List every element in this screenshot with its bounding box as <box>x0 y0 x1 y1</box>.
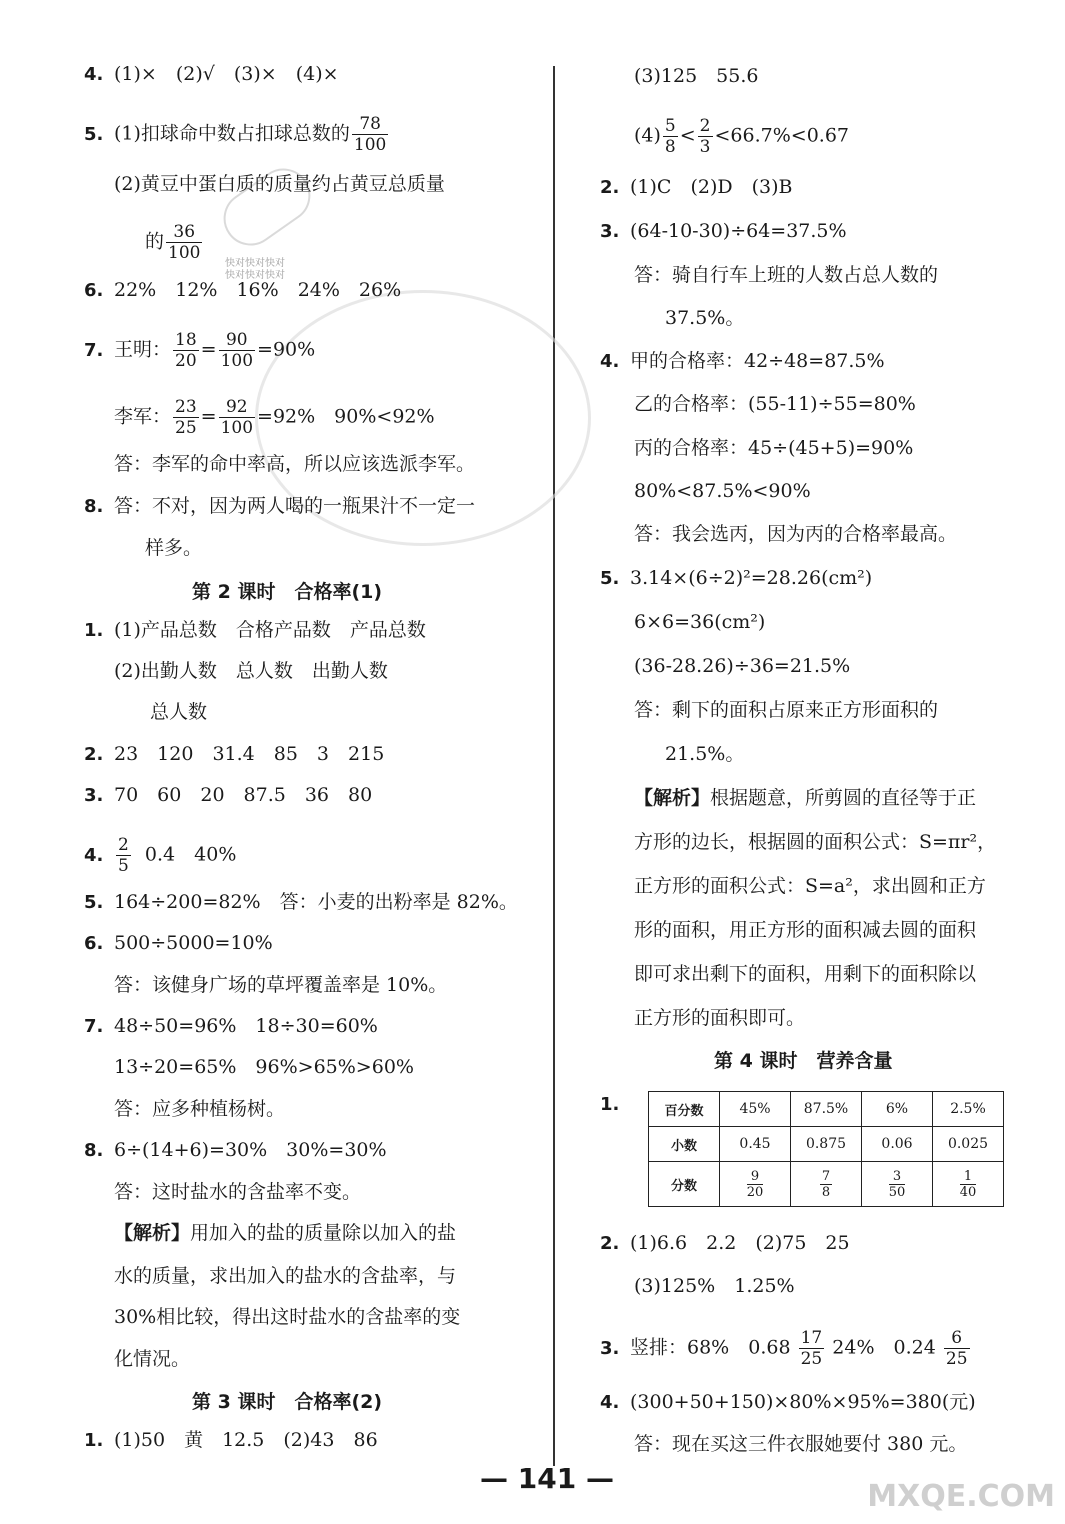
section-heading-2: 第 2 课时 合格率(1) <box>192 581 383 603</box>
r-q5-analysis3: 正方形的面积公式：S=a²，求出圆和正方 <box>634 875 986 897</box>
page-number: — 141 — <box>480 1462 614 1495</box>
q5-line3: 的 $\frac{36}{100}$ <box>145 222 201 263</box>
s2-q6-line2: 答：该健身广场的草坪覆盖率是 10%。 <box>114 974 448 996</box>
r-q5-line2: 6×6=36(cm²) <box>634 611 766 633</box>
r-q5-line4: 答：剩下的面积占原来正方形面积的 <box>634 699 939 721</box>
corner-watermark: MXQE.COM <box>867 1479 1055 1514</box>
r-b-q4-line2: 答：现在买这三件衣服她要付 380 元。 <box>634 1433 968 1455</box>
s2-q5: 5. 164÷200=82% 答：小麦的出粉率是 82%。 <box>84 891 518 913</box>
s2-q1-line1: 1. (1)产品总数 合格产品数 产品总数 <box>84 619 426 641</box>
r-q5-analysis5: 即可求出剩下的面积，用剩下的面积除以 <box>634 963 977 985</box>
q7-wangming: 7. 王明： $\frac{18}{20}$ = $\frac{90}{100}$ =90% <box>84 330 316 371</box>
q5-line1: 5. (1)扣球命中数占扣球总数的 $\frac{78}{100}$ <box>84 114 387 155</box>
s2-q8-line1: 8. 6÷(14+6)=30% 30%=30% <box>84 1139 387 1161</box>
s3-q1: 1. (1)50 黄 12.5 (2)43 86 <box>84 1429 378 1451</box>
r-b-q4-line1: 4. (300+50+150)×80%×95%=380(元) <box>600 1391 976 1413</box>
s2-q4: 4. $\frac{2}{5}$ 0.4 40% <box>84 835 237 876</box>
r-q5-line5: 21.5%。 <box>665 743 745 765</box>
s2-q8-analysis3: 30%相比较，得出这时盐水的含盐率的变 <box>114 1306 461 1328</box>
r-q4-line1: 4. 甲的合格率：42÷48=87.5% <box>600 350 885 372</box>
s2-q8-analysis1: 【解析】用加入的盐的质量除以加入的盐 <box>114 1222 457 1244</box>
s2-q7-line1: 7. 48÷50=96% 18÷30=60% <box>84 1015 378 1037</box>
r-q5-analysis4: 形的面积，用正方形的面积减去圆的面积 <box>634 919 977 941</box>
table-row: 百分数 45% 87.5% 6% 2.5% <box>649 1092 1004 1127</box>
s2-q2: 2. 23 120 31.4 85 3 215 <box>84 743 385 765</box>
q6-answer: 6. 22% 12% 16% 24% 26% <box>84 279 402 301</box>
r-q4-line5: 答：我会选丙，因为丙的合格率最高。 <box>634 523 958 545</box>
s2-q7-line2: 13÷20=65% 96%>65%>60% <box>114 1056 414 1078</box>
r-q3-line3: 37.5%。 <box>665 307 745 329</box>
r-b-q3: 3. 竖排：68% 0.68 $\frac{17}{25}$ 24% 0.24 $\frac{6}{25}$ <box>600 1328 968 1369</box>
r-q4-line4: 80%<87.5%<90% <box>634 480 811 502</box>
q8-line2: 样多。 <box>145 537 203 559</box>
s2-q3: 3. 70 60 20 87.5 36 80 <box>84 784 373 806</box>
r-q1-3: (3)125 55.6 <box>634 65 759 87</box>
s2-q8-analysis2: 水的质量，求出加入的盐水的含盐率，与 <box>114 1265 457 1287</box>
r-q5-line3: (36-28.26)÷36=21.5% <box>634 655 851 677</box>
s2-q8-analysis4: 化情况。 <box>114 1348 191 1370</box>
s2-q1-line2: (2)出勤人数 总人数 出勤人数 <box>114 660 388 682</box>
section-heading-3: 第 3 课时 合格率(2) <box>192 1391 383 1413</box>
r-q5-analysis2: 方形的边长，根据圆的面积公式：S=πr²， <box>634 831 997 853</box>
s2-q6-line1: 6. 500÷5000=10% <box>84 932 273 954</box>
column-divider <box>553 66 555 1466</box>
q5-line2: (2)黄豆中蛋白质的质量约占黄豆总质量 <box>114 173 445 195</box>
r-b-q2-line2: (3)125% 1.25% <box>634 1275 795 1297</box>
table-row: 分数 $\frac{9}{20}$ $\frac{7}{8}$ $\frac{3}{50}$ $\frac{1}{40}$ <box>649 1162 1004 1207</box>
r-q3-line2: 答：骑自行车上班的人数占总人数的 <box>634 264 939 286</box>
s2-q8-line2: 答：这时盐水的含盐率不变。 <box>114 1181 362 1203</box>
q8-line1: 8. 答：不对，因为两人喝的一瓶果汁不一定一 <box>84 495 476 517</box>
r-q5-analysis1: 【解析】根据题意，所剪圆的直径等于正 <box>634 787 977 809</box>
r-q1-4: (4) $\frac{5}{8}$ < $\frac{2}{3}$ <66.7%<0.67 <box>634 116 850 157</box>
conversion-table <box>648 1091 1004 1207</box>
fraction: $\frac{78}{100}$ <box>353 114 387 155</box>
r-q4-line2: 乙的合格率：(55-11)÷55=80% <box>634 393 916 415</box>
q7-answer: 答：李军的命中率高，所以应该选派李军。 <box>114 453 476 475</box>
r-b-q2-line1: 2. (1)6.6 2.2 (2)75 25 <box>600 1232 850 1254</box>
stamp-watermark-text: 快对快对快对 快对快对快对 <box>225 258 285 281</box>
s2-q7-line3: 答：应多种植杨树。 <box>114 1098 286 1120</box>
r-t1-num: 1. <box>600 1094 620 1115</box>
r-q5-line1: 5. 3.14×(6÷2)²=28.26(cm²) <box>600 567 873 589</box>
q4-answer: 4. (1)× (2)√ (3)× (4)× <box>84 63 339 85</box>
q7-lijun: 李军： $\frac{23}{25}$ = $\frac{92}{100}$ =92% 90%<92% <box>114 397 435 438</box>
s2-q1-line3: 总人数 <box>150 701 208 723</box>
r-q5-analysis6: 正方形的面积即可。 <box>634 1007 806 1029</box>
r-q3-line1: 3. (64-10-30)÷64=37.5% <box>600 220 847 242</box>
r-q4-line3: 丙的合格率：45÷(45+5)=90% <box>634 437 914 459</box>
table-row: 小数 0.45 0.875 0.06 0.025 <box>649 1127 1004 1162</box>
section-heading-4: 第 4 课时 营养含量 <box>714 1050 893 1072</box>
r-q2: 2. (1)C (2)D (3)B <box>600 176 793 198</box>
